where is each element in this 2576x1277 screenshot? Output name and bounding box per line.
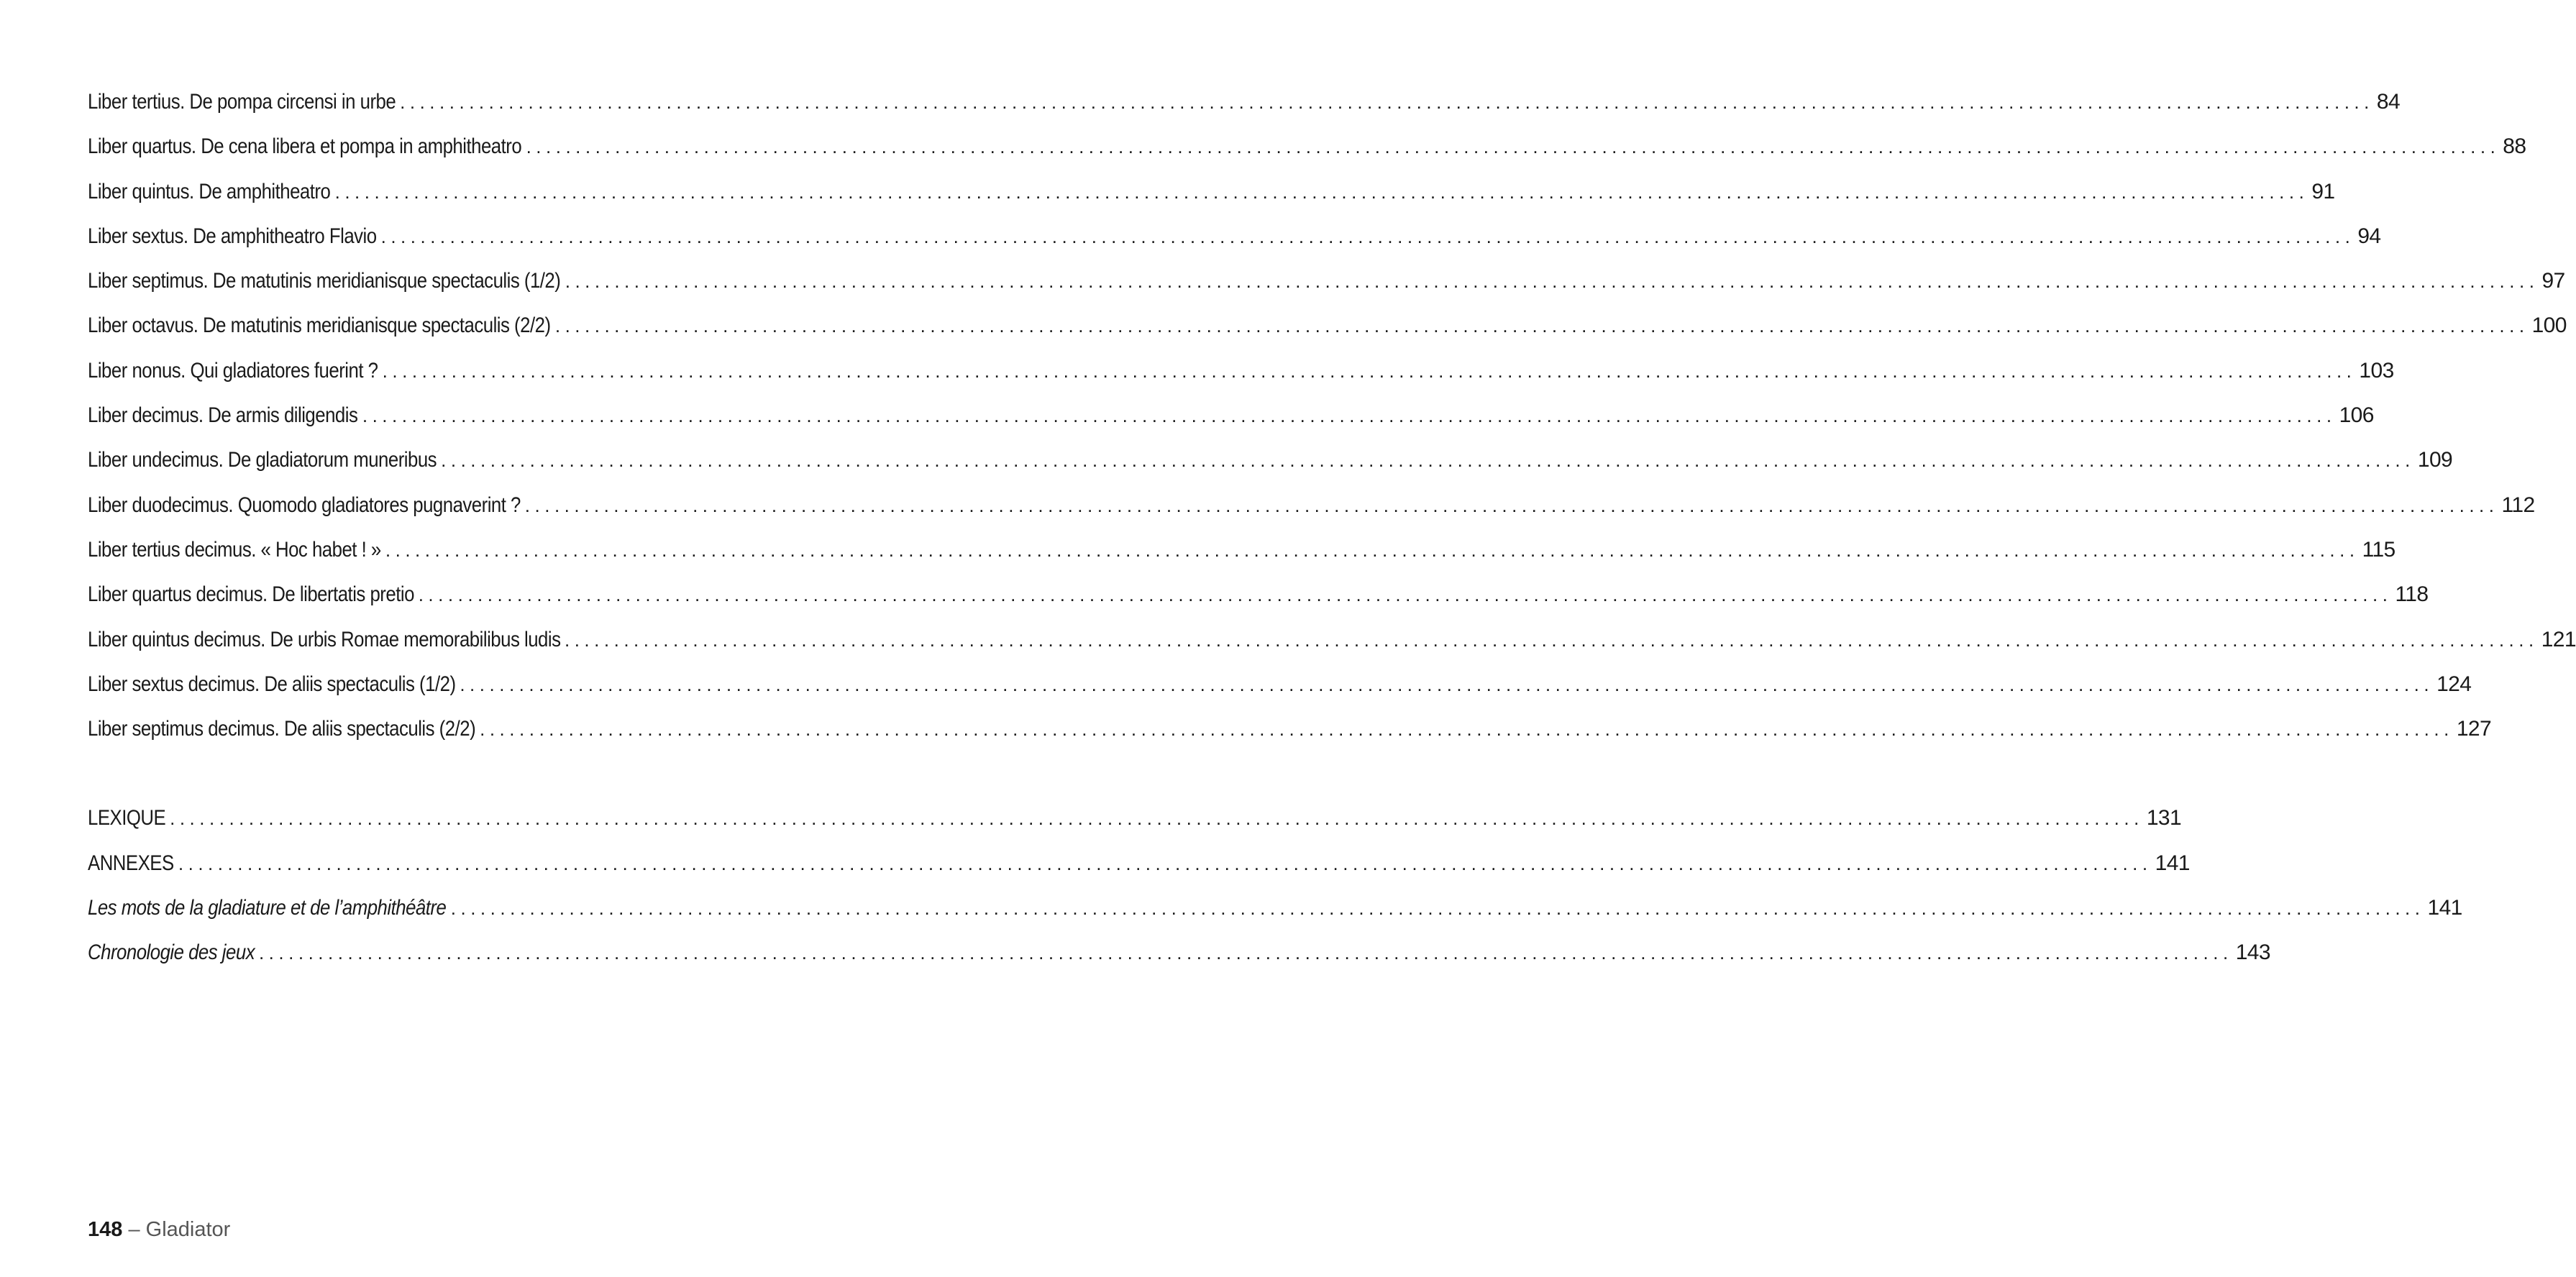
dot-leader: ........................................................................................................................................................................................................ (178, 852, 2152, 874)
dot-leader: ........................................................................................................................................................................................................ (441, 449, 2415, 472)
toc-entry (88, 357, 2394, 401)
dot-leader: ........................................................................................................................................................................................................ (418, 584, 2393, 606)
toc-entry-page: 103 (2359, 358, 2394, 383)
dot-leader: ........................................................................................................................................................................................................ (480, 718, 2454, 741)
toc-entry-page: 127 (2456, 717, 2492, 741)
toc-entry-title: Liber septimus decimus. De aliis spectaculis (2/2) (88, 717, 476, 741)
dot-leader: ........................................................................................................................................................................................................ (258, 942, 2233, 964)
dot-leader: ........................................................................................................................................................................................................ (450, 897, 2425, 920)
toc-entry-page: 94 (2357, 224, 2381, 248)
toc-entry-title: Liber nonus. Qui gladiatores fuerint ? (88, 358, 378, 383)
toc-entry-title: Liber tertius decimus. « Hoc habet ! » (88, 537, 381, 562)
toc-entry (88, 222, 2381, 267)
toc-entry-page: 109 (2417, 448, 2453, 472)
dot-leader: ........................................................................................................................................................................................................ (526, 136, 2500, 158)
toc-entry-page: 124 (2436, 672, 2472, 696)
dot-leader: ........................................................................................................................................................................................................ (400, 91, 2374, 113)
toc-entry-title: Liber tertius. De pompa circensi in urbe (88, 90, 396, 114)
toc-entry-title: Liber sextus. De amphitheatro Flavio (88, 224, 377, 248)
toc-entry-title: Liber quintus decimus. De urbis Romae memorabilibus ludis (88, 627, 561, 651)
toc-entry-page: 97 (2541, 269, 2565, 293)
toc-entry-page: 141 (2427, 896, 2462, 920)
toc-entry (88, 178, 2335, 222)
toc-entry-page: 141 (2155, 851, 2190, 875)
toc-entry (88, 267, 2565, 311)
book-title: Gladiator (145, 1218, 231, 1241)
toc-entry-title: Liber quartus. De cena libera et pompa in amphitheatro (88, 134, 522, 159)
dot-leader: ........................................................................................................................................................................................................ (362, 405, 2337, 427)
toc-entry-title: ANNEXES (88, 851, 174, 875)
dot-leader: ........................................................................................................................................................................................................ (380, 225, 2355, 247)
toc-entry-title: Liber undecimus. De gladiatorum muneribus (88, 448, 437, 472)
dot-leader: ........................................................................................................................................................................................................ (382, 360, 2357, 382)
toc-entry-page: 100 (2531, 313, 2567, 338)
dot-leader: ........................................................................................................................................................................................................ (334, 180, 2309, 203)
toc-entry-page: 88 (2503, 134, 2526, 159)
toc-entry (88, 446, 2453, 490)
dot-leader: ........................................................................................................................................................................................................ (565, 270, 2539, 293)
toc-entry (88, 401, 2374, 446)
dot-leader: ........................................................................................................................................................................................................ (554, 315, 2529, 337)
toc-entry-title: Liber octavus. De matutinis meridianisque spectaculis (2/2) (88, 313, 551, 338)
toc-entry-page: 91 (2311, 179, 2335, 203)
dot-leader: ........................................................................................................................................................................................................ (460, 673, 2434, 695)
toc-entry (88, 132, 2526, 177)
toc-entry (88, 938, 2270, 983)
toc-entry (88, 715, 2492, 759)
toc-entry (88, 894, 2462, 938)
toc-entry-title: Liber quartus decimus. De libertatis pretio (88, 582, 414, 607)
toc-entry-page: 131 (2146, 806, 2182, 830)
toc-entry-title: Chronologie des jeux (88, 940, 255, 965)
dot-leader: ........................................................................................................................................................................................................ (385, 539, 2360, 561)
toc-entry (88, 804, 2182, 848)
toc-entry-page: 118 (2395, 582, 2429, 607)
toc-entry (88, 88, 2401, 132)
toc-entry-page: 112 (2501, 493, 2535, 517)
page-number: 148 (88, 1218, 123, 1241)
toc-entry-page: 106 (2339, 403, 2374, 428)
page-footer (88, 1217, 230, 1242)
toc-entry-title: Liber duodecimus. Quomodo gladiatores pugnaverint ? (88, 493, 521, 517)
toc-entry-title: Liber sextus decimus. De aliis spectaculis (1/2) (88, 672, 456, 696)
toc-entry (88, 670, 2472, 715)
dot-leader: ........................................................................................................................................................................................................ (524, 494, 2499, 516)
dot-leader: ........................................................................................................................................................................................................ (564, 628, 2539, 651)
toc-entry (88, 491, 2535, 536)
footer-separator: – (128, 1218, 140, 1241)
toc-entry-page: 84 (2376, 90, 2401, 114)
toc-entry (88, 311, 2567, 356)
dot-leader: ........................................................................................................................................................................................................ (170, 807, 2144, 830)
toc-entry-title: Liber septimus. De matutinis meridianisque spectaculis (1/2) (88, 269, 561, 293)
toc-entry-title: LEXIQUE (88, 806, 166, 830)
toc-entry (88, 849, 2190, 894)
toc-entry (88, 536, 2395, 580)
toc-entry-title: Liber quintus. De amphitheatro (88, 179, 331, 203)
section-gap (88, 759, 755, 804)
table-of-contents (88, 88, 2576, 984)
toc-entry (88, 626, 2576, 670)
toc-entry (88, 580, 2429, 625)
toc-entry-page: 143 (2235, 940, 2270, 965)
toc-entry-title: Les mots de la gladiature et de l’amphithéâtre (88, 896, 447, 920)
toc-entry-page: 115 (2362, 537, 2395, 562)
appendix-list (88, 804, 2462, 983)
toc-entry-title: Liber decimus. De armis diligendis (88, 403, 358, 428)
chapter-list (88, 88, 2576, 759)
toc-entry-page: 121 (2541, 627, 2576, 651)
